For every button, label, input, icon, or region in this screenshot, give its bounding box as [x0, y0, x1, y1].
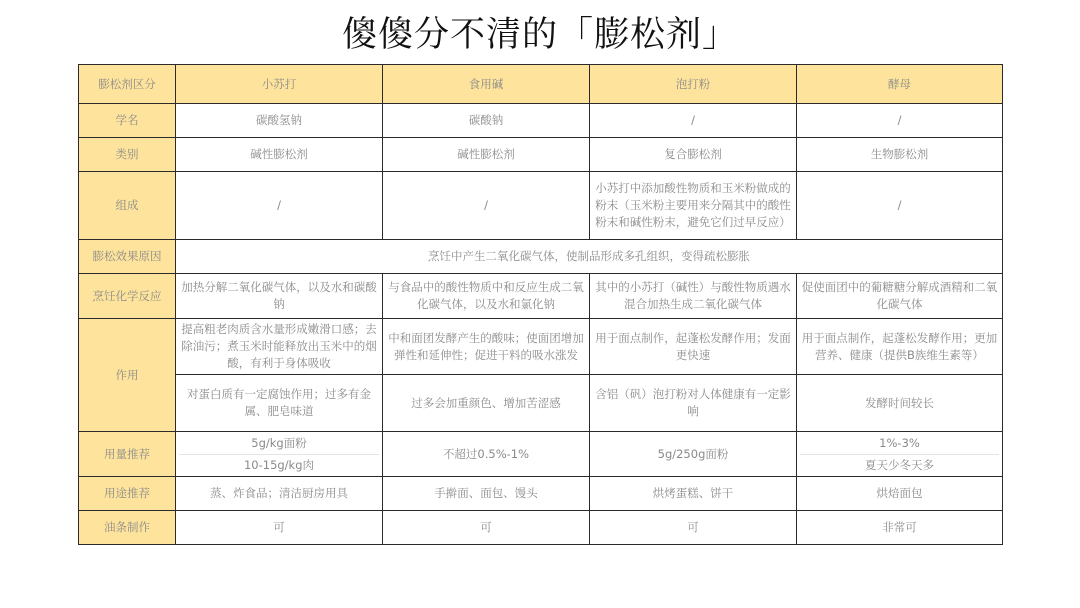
table-cell: 手擀面、面包、馒头	[383, 477, 590, 511]
table-cell: 含铝（矾）泡打粉对人体健康有一定影响	[590, 375, 797, 432]
header-row	[79, 65, 1003, 104]
table-cell: 碳酸氢钠	[176, 104, 383, 138]
table-cell: 碱性膨松剂	[176, 138, 383, 172]
table-cell: 碱性膨松剂	[383, 138, 590, 172]
table-row	[79, 138, 1003, 172]
table-cell: /	[797, 104, 1003, 138]
table-cell: 复合膨松剂	[590, 138, 797, 172]
table-cell: 与食品中的酸性物质中和反应生成二氧化碳气体，以及水和氯化钠	[383, 274, 590, 319]
table-row	[79, 477, 1003, 511]
row-header-dosage: 用量推荐	[79, 432, 176, 477]
table-cell: 中和面团发酵产生的酸味；使面团增加弹性和延伸性；促进干料的吸水涨发	[383, 319, 590, 375]
row-header-leavening-reason: 膨松效果原因	[79, 240, 176, 274]
table-cell: 烘烤蛋糕、饼干	[590, 477, 797, 511]
table-cell: 碳酸钠	[383, 104, 590, 138]
row-header-category: 类别	[79, 138, 176, 172]
table-cell-split	[797, 432, 1003, 477]
corner-header: 膨松剂区分	[79, 65, 176, 104]
table-cell: 其中的小苏打（碱性）与酸性物质遇水混合加热生成二氧化碳气体	[590, 274, 797, 319]
table-cell: /	[590, 104, 797, 138]
table-cell: 5g/250g面粉	[590, 432, 797, 477]
table-cell-split	[176, 432, 383, 477]
table-cell: 烘焙面包	[797, 477, 1003, 511]
row-header-usage: 用途推荐	[79, 477, 176, 511]
column-header-yeast: 酵母	[797, 65, 1003, 104]
table-row	[79, 240, 1003, 274]
table-cell: 不超过0.5%-1%	[383, 432, 590, 477]
row-header-effect: 作用	[79, 319, 176, 432]
column-header-baking-powder: 泡打粉	[590, 65, 797, 104]
table-cell: 可	[590, 511, 797, 545]
table-cell: /	[383, 172, 590, 240]
table-row	[79, 104, 1003, 138]
table-cell: 可	[383, 511, 590, 545]
leavening-agent-comparison-table	[78, 64, 1003, 545]
page-title: 傻傻分不清的「膨松剂」	[341, 15, 738, 55]
table-cell: 生物膨松剂	[797, 138, 1003, 172]
row-header-youtiao: 油条制作	[79, 511, 176, 545]
table-cell: 可	[176, 511, 383, 545]
dosage-meat: 10-15g/kg肉	[243, 457, 315, 472]
dosage-flour: 5g/kg面粉	[179, 433, 379, 455]
dosage-percent: 1%-3%	[800, 433, 999, 455]
dosage-season-note: 夏天少冬天多	[865, 457, 934, 472]
table-cell: 用于面点制作，起蓬松发酵作用；更加营养、健康（提供B族维生素等）	[797, 319, 1003, 375]
row-header-scientific-name: 学名	[79, 104, 176, 138]
table-row	[79, 274, 1003, 319]
table-cell: 非常可	[797, 511, 1003, 545]
column-header-baking-soda: 小苏打	[176, 65, 383, 104]
table-cell: 提高粗老肉质含水量形成嫩滑口感；去除油污；煮玉米时能释放出玉米中的烟酸，有利于身体吸收	[176, 319, 383, 375]
table-row	[79, 319, 1003, 375]
table-cell: 小苏打中添加酸性物质和玉米粉做成的粉末（玉米粉主要用来分隔其中的酸性粉末和碱性粉末，避免它们过早反应）	[590, 172, 797, 240]
table-cell: 促使面团中的葡糖糖分解成酒精和二氧化碳气体	[797, 274, 1003, 319]
table-row	[79, 432, 1003, 477]
column-header-edible-alkali: 食用碱	[383, 65, 590, 104]
table-cell: 发酵时间较长	[797, 375, 1003, 432]
table-cell: 加热分解二氧化碳气体，以及水和碳酸钠	[176, 274, 383, 319]
table-cell: /	[176, 172, 383, 240]
table-row	[79, 511, 1003, 545]
table-cell: /	[797, 172, 1003, 240]
row-header-composition: 组成	[79, 172, 176, 240]
row-header-chemical-reaction: 烹饪化学反应	[79, 274, 176, 319]
table-cell: 过多会加重颜色、增加苦涩感	[383, 375, 590, 432]
table-row	[79, 172, 1003, 240]
table-row	[79, 375, 1003, 432]
table-cell: 蒸、炸食品；清洁厨房用具	[176, 477, 383, 511]
table-cell: 对蛋白质有一定腐蚀作用；过多有金属、肥皂味道	[176, 375, 383, 432]
merged-cell: 烹饪中产生二氧化碳气体，使制品形成多孔组织，变得疏松膨胀	[176, 240, 1003, 274]
table-cell: 用于面点制作，起蓬松发酵作用；发面更快速	[590, 319, 797, 375]
